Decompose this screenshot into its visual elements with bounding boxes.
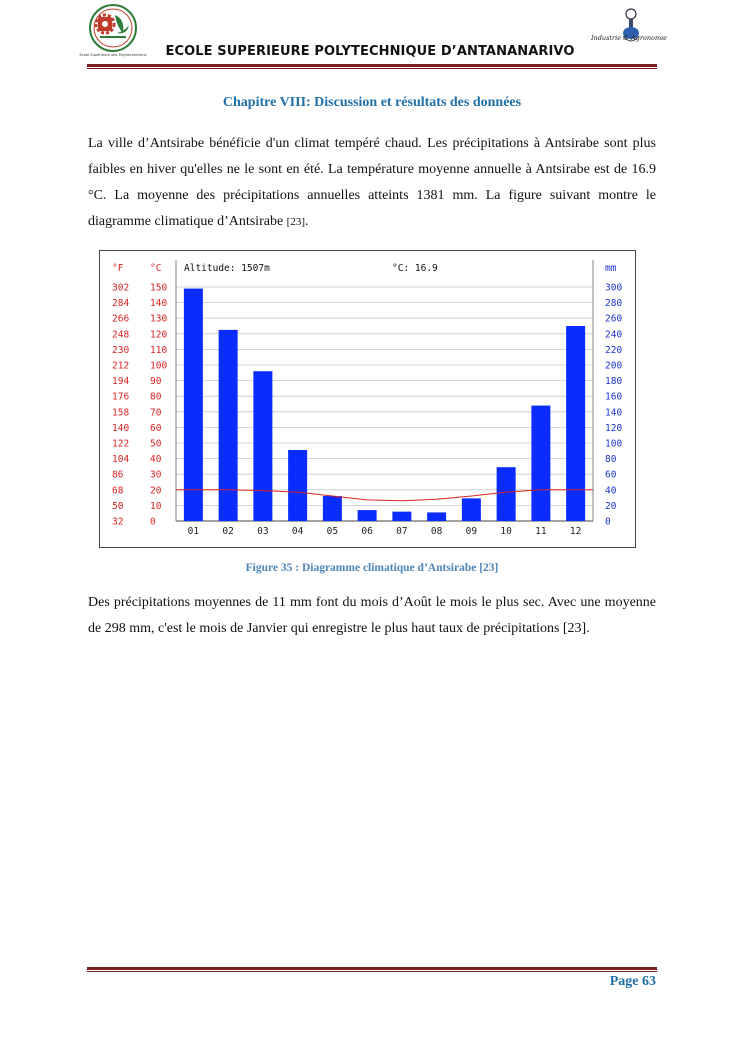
footer-rule-thin <box>87 971 657 972</box>
mean-temp-label: °C: 16.9 <box>392 263 438 274</box>
y-tick-celsius: 120 <box>150 329 168 341</box>
paragraph-intro-text: La ville d’Antsirabe bénéficie d'un climat tempéré chaud. Les précipitations à Antsirabe sont plus faibles en hiver qu'elles ne le sont en été. La température moyenne annuelle à Antsirabe est de 16.9 °C. La moyenne des précipitations annuelles atteints 1381 mm. La figure suivant montre le diagramme climatique d’Antsirabe <box>88 136 656 229</box>
precip-bar <box>462 498 481 521</box>
chapter-title: Chapitre VIII: Discussion et résultats des données <box>222 95 522 110</box>
x-tick-label: 10 <box>500 526 512 537</box>
precip-bar <box>184 289 203 521</box>
precip-bar <box>392 512 411 521</box>
y-tick-fahrenheit: 140 <box>112 422 130 434</box>
y-tick-mm: 100 <box>605 438 623 450</box>
header-rule-thick <box>87 64 657 67</box>
altitude-label: Altitude: 1507m <box>184 263 270 274</box>
header-rule-thin <box>87 68 657 69</box>
school-name: ECOLE SUPERIEURE POLYTECHNIQUE D’ANTANANARIVO <box>165 44 575 59</box>
y-tick-celsius: 30 <box>150 469 162 481</box>
svg-text:Industrie & Agronomie: Industrie & Agronomie <box>590 34 668 42</box>
y-tick-mm: 0 <box>605 516 611 528</box>
y-tick-mm: 140 <box>605 407 623 419</box>
y-tick-mm: 260 <box>605 313 623 325</box>
footer-rule-thick <box>87 967 657 970</box>
x-tick-label: 05 <box>326 526 339 537</box>
y-tick-mm: 160 <box>605 391 623 403</box>
y-tick-mm: 180 <box>605 376 623 388</box>
y-tick-celsius: 140 <box>150 298 168 310</box>
x-tick-label: 02 <box>222 526 234 537</box>
y-tick-celsius: 50 <box>150 438 162 450</box>
x-tick-label: 08 <box>430 526 443 537</box>
y-tick-celsius: 150 <box>150 282 168 294</box>
svg-text:Ecole Supérieure des Polytechn: Ecole Supérieure des Polytechniciens <box>79 53 147 57</box>
x-tick-label: 03 <box>257 526 269 537</box>
paragraph-intro: La ville d’Antsirabe bénéficie d'un climat tempéré chaud. Les précipitations à Antsirabe sont plus faibles en hiver qu'elles ne le sont en été. La température moyenne annuelle à Antsirabe est de 16.9 °C. La moyenne des précipitations annuelles atteints 1381 mm. La figure suivant montre le diagramme climatique d’Antsirabe [23]. <box>88 136 656 229</box>
x-tick-label: 09 <box>465 526 478 537</box>
y-tick-celsius: 20 <box>150 485 162 497</box>
y-tick-celsius: 60 <box>150 422 162 434</box>
precip-bar <box>288 450 307 521</box>
y-tick-mm: 280 <box>605 298 623 310</box>
paragraph-conclusion: Des précipitations moyennes de 11 mm font du mois d’Août le mois le plus sec. Avec une moyenne de 298 mm, c'est le mois de Janvier qui enregistre le plus haut taux de précipitations [23]. <box>88 595 656 636</box>
precip-bar <box>497 467 516 521</box>
citation-ref: [23] <box>286 216 305 228</box>
y-tick-celsius: 100 <box>150 360 168 372</box>
y-tick-fahrenheit: 32 <box>112 516 124 528</box>
y-tick-mm: 240 <box>605 329 623 341</box>
y-tick-celsius: 40 <box>150 454 162 466</box>
y-tick-fahrenheit: 194 <box>112 376 130 388</box>
x-tick-label: 12 <box>569 526 582 537</box>
y-tick-fahrenheit: 122 <box>112 438 130 450</box>
y-tick-mm: 20 <box>605 500 617 512</box>
unit-celsius-label: °C <box>150 263 162 274</box>
precip-bar <box>219 330 238 521</box>
y-tick-fahrenheit: 248 <box>112 329 130 341</box>
y-tick-mm: 300 <box>605 282 623 294</box>
y-tick-mm: 40 <box>605 485 617 497</box>
y-tick-fahrenheit: 158 <box>112 407 130 419</box>
chart-frame <box>100 251 636 548</box>
y-tick-fahrenheit: 266 <box>112 313 130 325</box>
y-tick-celsius: 10 <box>150 500 162 512</box>
precip-bar <box>531 406 550 521</box>
precip-bar <box>253 371 272 521</box>
y-tick-celsius: 130 <box>150 313 168 325</box>
y-tick-celsius: 90 <box>150 376 162 388</box>
page-number: Page 63 <box>609 974 656 989</box>
y-tick-fahrenheit: 68 <box>112 485 124 497</box>
precip-bar <box>566 326 585 521</box>
y-tick-fahrenheit: 104 <box>112 454 130 466</box>
x-tick-label: 04 <box>291 526 304 537</box>
y-tick-fahrenheit: 302 <box>112 282 130 294</box>
unit-fahrenheit-label: °F <box>112 263 124 274</box>
x-tick-label: 11 <box>535 526 547 537</box>
y-tick-fahrenheit: 176 <box>112 391 130 403</box>
x-tick-label: 01 <box>187 526 200 537</box>
y-tick-mm: 80 <box>605 454 617 466</box>
y-tick-fahrenheit: 230 <box>112 344 130 356</box>
climate-chart <box>99 250 636 548</box>
y-tick-celsius: 110 <box>150 344 168 356</box>
y-tick-celsius: 80 <box>150 391 162 403</box>
precip-bar <box>323 496 342 521</box>
unit-mm-label: mm <box>605 263 617 274</box>
y-tick-fahrenheit: 212 <box>112 360 130 372</box>
y-tick-celsius: 0 <box>150 516 156 528</box>
figure-caption: Figure 35 : Diagramme climatique d’Antsirabe [23] <box>245 562 499 574</box>
y-tick-fahrenheit: 86 <box>112 469 124 481</box>
y-tick-fahrenheit: 50 <box>112 500 124 512</box>
precip-bar <box>358 510 377 521</box>
y-tick-mm: 200 <box>605 360 623 372</box>
y-tick-fahrenheit: 284 <box>112 298 130 310</box>
y-tick-mm: 220 <box>605 344 623 356</box>
y-tick-mm: 60 <box>605 469 617 481</box>
y-tick-mm: 120 <box>605 422 623 434</box>
school-logo-gear-icon <box>79 3 147 59</box>
x-tick-label: 07 <box>396 526 408 537</box>
y-tick-celsius: 70 <box>150 407 162 419</box>
precip-bar <box>427 512 446 521</box>
department-logo-icon <box>590 6 668 56</box>
x-tick-label: 06 <box>361 526 373 537</box>
